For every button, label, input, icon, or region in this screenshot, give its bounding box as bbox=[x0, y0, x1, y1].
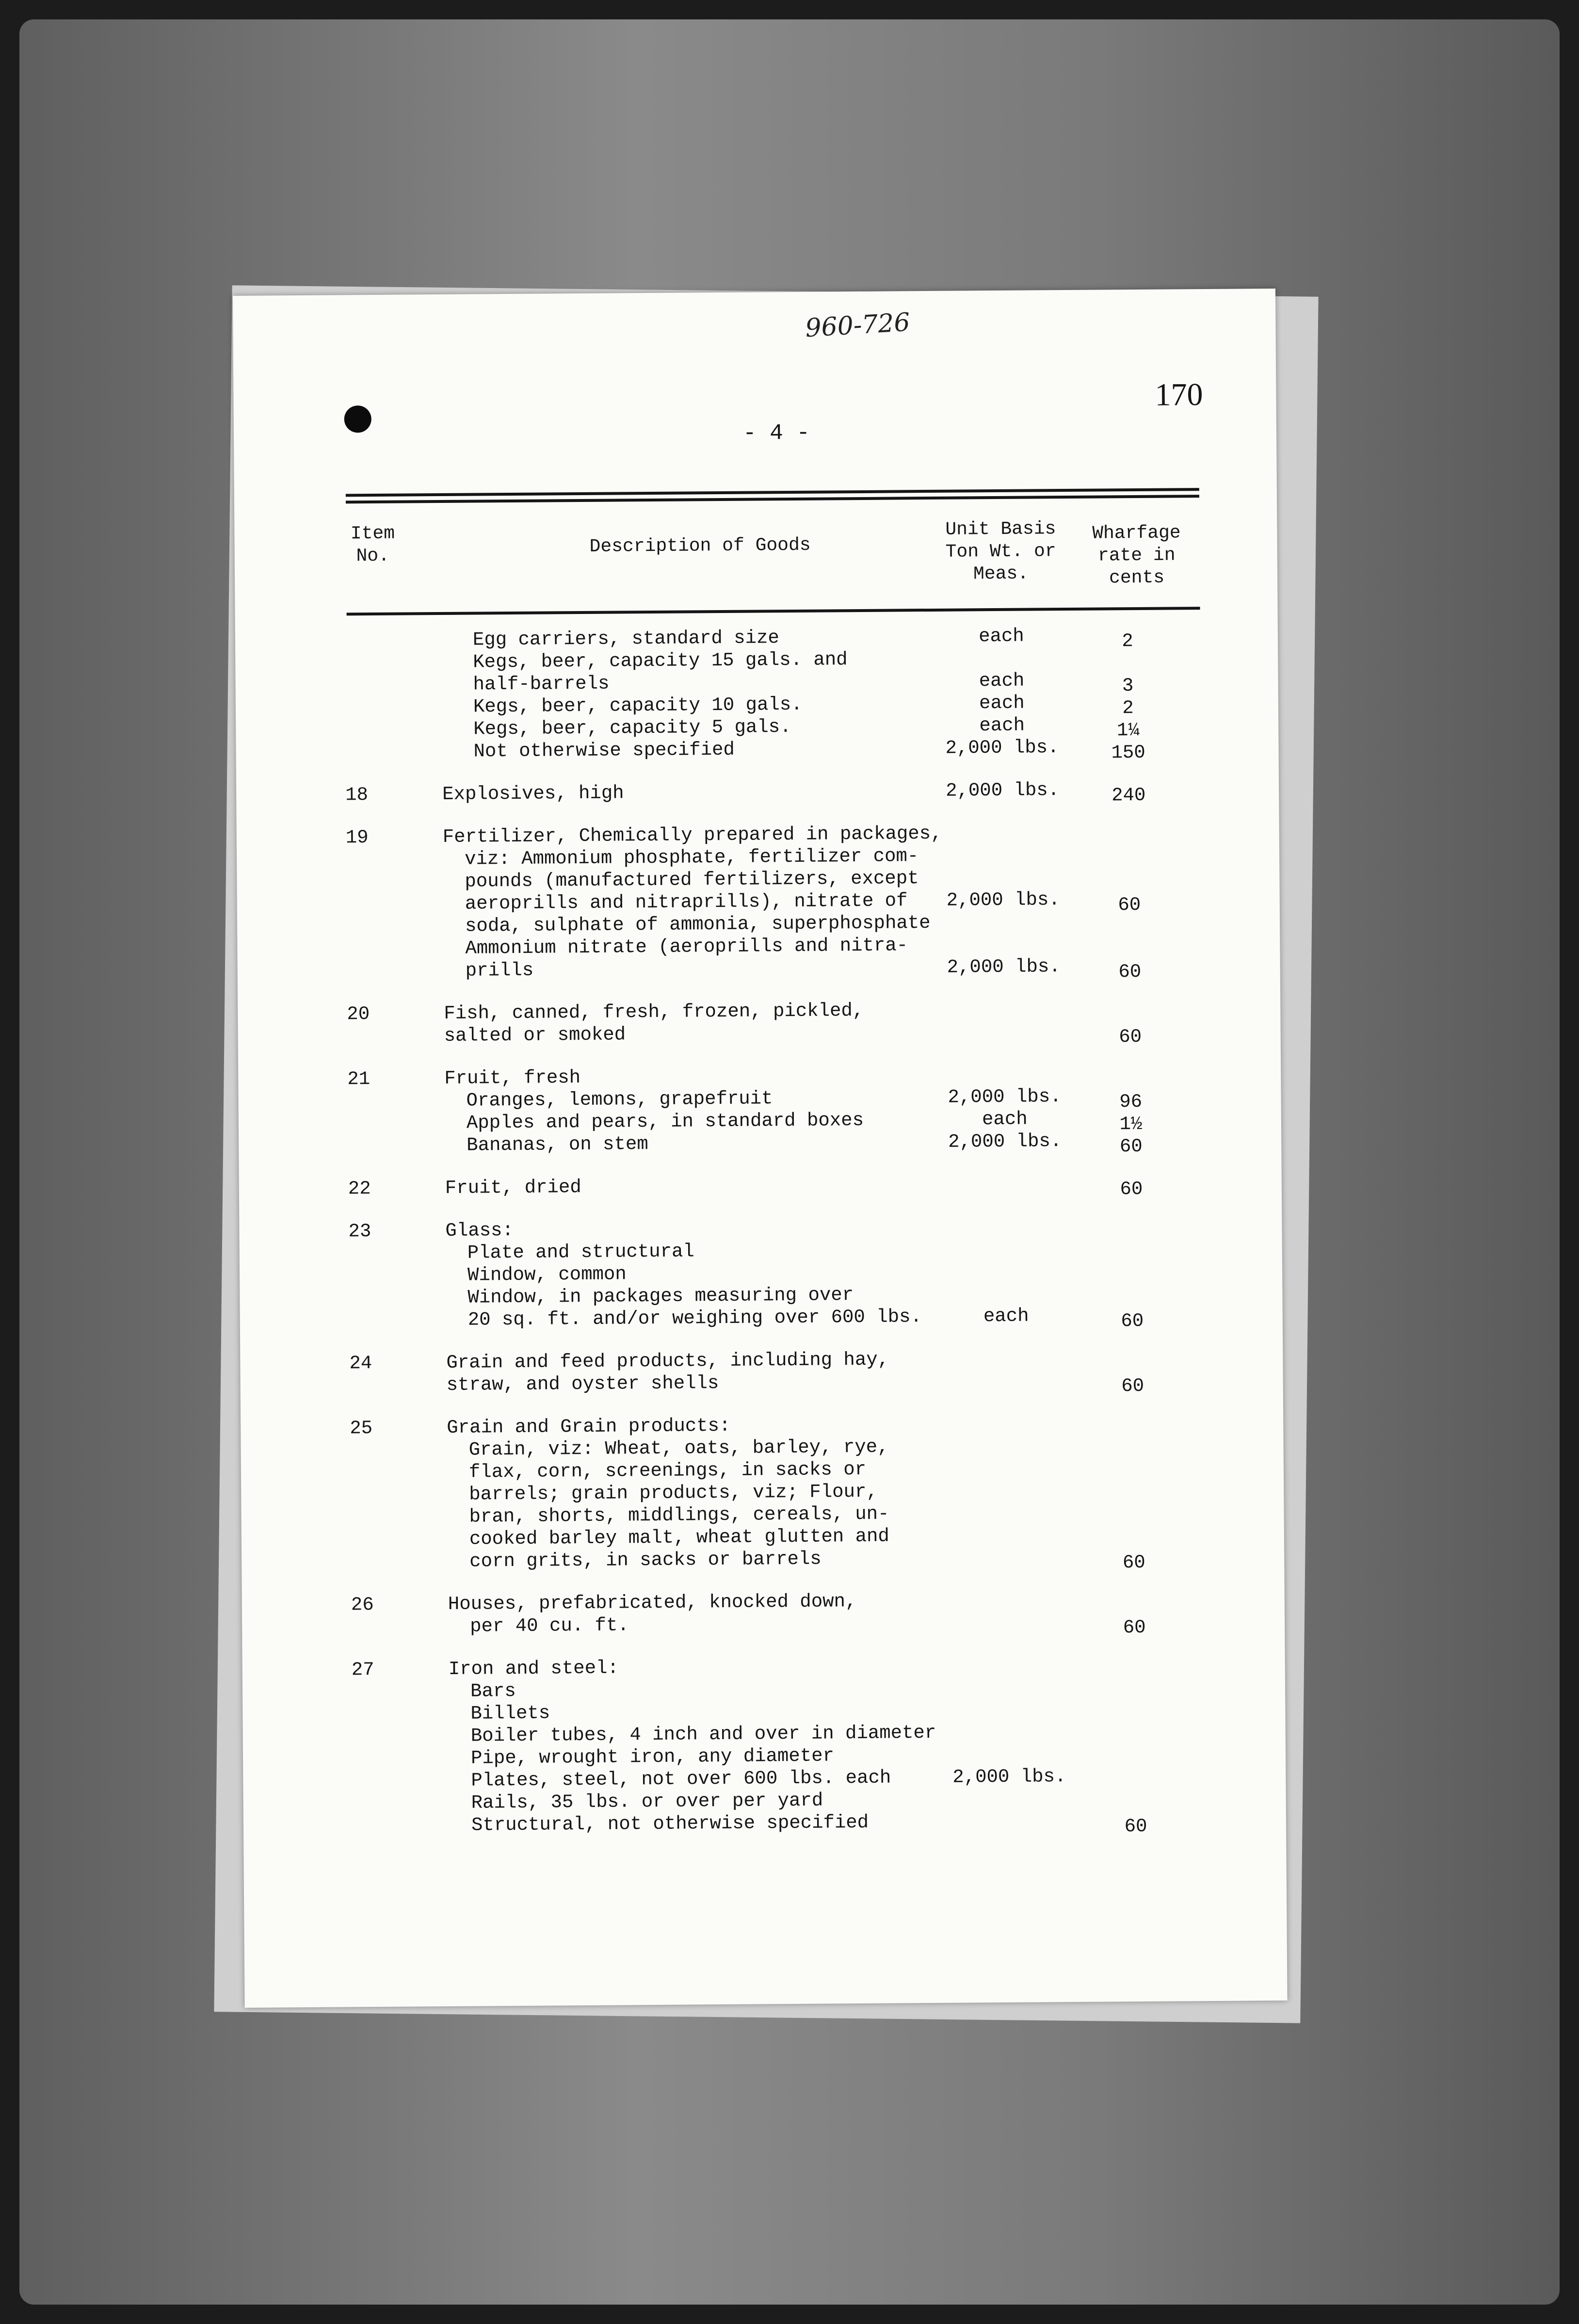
goods-description: Grain, viz: Wheat, oats, barley, rye, bbox=[468, 1436, 889, 1461]
item-number: 19 bbox=[345, 827, 369, 849]
goods-description: Bars bbox=[470, 1680, 516, 1702]
column-header-item: Item No. bbox=[350, 523, 395, 567]
item-number: 23 bbox=[348, 1221, 371, 1243]
goods-description: Oranges, lemons, grapefruit bbox=[466, 1088, 773, 1112]
goods-description: Fish, canned, fresh, frozen, pickled, bbox=[444, 1000, 864, 1024]
wharfage-rate: 1½ bbox=[1119, 1113, 1143, 1135]
item-number: 25 bbox=[350, 1418, 373, 1439]
wharfage-rate: 96 bbox=[1119, 1091, 1143, 1113]
wharfage-rate: 60 bbox=[1122, 1551, 1145, 1574]
goods-description: Kegs, beer, capacity 15 gals. and bbox=[473, 649, 848, 673]
goods-description: half-barrels bbox=[473, 673, 610, 695]
wharfage-rate: 3 bbox=[1122, 675, 1134, 697]
goods-description: pounds (manufactured fertilizers, except bbox=[465, 868, 919, 892]
goods-description: bran, shorts, middlings, cereals, un- bbox=[469, 1503, 889, 1528]
goods-description: Billets bbox=[470, 1702, 550, 1725]
goods-description: Kegs, beer, capacity 10 gals. bbox=[473, 694, 803, 718]
unit-basis: each bbox=[978, 625, 1024, 647]
header-bottom-rule bbox=[347, 607, 1200, 615]
goods-description: Houses, prefabricated, knocked down, bbox=[448, 1591, 857, 1615]
unit-basis: 2,000 lbs. bbox=[945, 779, 1060, 802]
column-header-unit: Unit Basis Ton Wt. or Meas. bbox=[945, 518, 1056, 585]
sheet-number: - 4 - bbox=[742, 420, 810, 446]
wharfage-rate: 60 bbox=[1123, 1616, 1146, 1639]
goods-description: Explosives, high bbox=[442, 782, 624, 806]
goods-description: Glass: bbox=[445, 1220, 514, 1242]
column-header-description: Description of Goods bbox=[589, 534, 811, 557]
goods-description: barrels; grain products, viz; Flour, bbox=[469, 1481, 878, 1505]
wharfage-rate: 2 bbox=[1122, 630, 1133, 652]
goods-description: flax, corn, screenings, in sacks or bbox=[468, 1458, 867, 1483]
goods-description: salted or smoked bbox=[444, 1024, 626, 1047]
goods-description: Ammonium nitrate (aeroprills and nitra- bbox=[465, 935, 908, 959]
unit-basis: each bbox=[979, 714, 1025, 737]
goods-description: Apples and pears, in standard boxes bbox=[466, 1109, 864, 1134]
wharfage-rate: 60 bbox=[1121, 1375, 1144, 1397]
unit-basis: each bbox=[979, 692, 1025, 714]
goods-description: Pipe, wrought iron, any diameter bbox=[470, 1745, 835, 1769]
goods-description: Grain and Grain products: bbox=[447, 1415, 731, 1438]
goods-description: prills bbox=[465, 959, 534, 982]
item-number: 18 bbox=[345, 784, 369, 806]
goods-description: Not otherwise specified bbox=[473, 739, 735, 762]
goods-description: straw, and oyster shells bbox=[446, 1372, 719, 1396]
wharfage-rate: 60 bbox=[1119, 1135, 1143, 1158]
wharfage-rate: 60 bbox=[1120, 1178, 1143, 1200]
wharfage-rate: 1¼ bbox=[1116, 719, 1140, 742]
unit-basis: 2,000 lbs. bbox=[945, 737, 1059, 759]
item-number: 24 bbox=[349, 1353, 372, 1374]
goods-description: corn grits, in sacks or barrels bbox=[469, 1548, 822, 1572]
header-top-rule bbox=[346, 488, 1199, 503]
goods-description: Fertilizer, Chemically prepared in packages, bbox=[442, 823, 942, 848]
goods-description: Egg carriers, standard size bbox=[472, 627, 780, 651]
goods-description: Fruit, fresh bbox=[444, 1067, 581, 1089]
goods-description: Window, in packages measuring over bbox=[467, 1284, 854, 1308]
goods-description: Bananas, on stem bbox=[467, 1133, 648, 1156]
goods-description: Plate and structural bbox=[467, 1241, 695, 1264]
goods-description: viz: Ammonium phosphate, fertilizer com- bbox=[464, 845, 919, 870]
item-number: 20 bbox=[347, 1003, 370, 1025]
wharfage-rate: 60 bbox=[1119, 1026, 1142, 1048]
wharfage-rate: 150 bbox=[1111, 742, 1145, 764]
goods-description: Kegs, beer, capacity 5 gals. bbox=[473, 716, 791, 740]
unit-basis: each bbox=[979, 670, 1025, 692]
goods-description: Iron and steel: bbox=[448, 1657, 619, 1680]
goods-description: Fruit, dried bbox=[445, 1177, 581, 1199]
item-number: 27 bbox=[351, 1659, 374, 1681]
wharfage-rate: 60 bbox=[1121, 1310, 1144, 1332]
goods-description: cooked barley malt, wheat glutten and bbox=[469, 1525, 889, 1550]
goods-description: Grain and feed products, including hay, bbox=[446, 1349, 889, 1373]
item-number: 21 bbox=[347, 1068, 371, 1090]
goods-description: Window, common bbox=[467, 1263, 627, 1286]
page-number: 170 bbox=[1155, 377, 1203, 413]
goods-description: Boiler tubes, 4 inch and over in diameter bbox=[470, 1722, 936, 1747]
goods-description: per 40 cu. ft. bbox=[470, 1614, 629, 1637]
goods-description: 20 sq. ft. and/or weighing over 600 lbs. bbox=[467, 1306, 922, 1331]
punch-hole bbox=[344, 405, 371, 433]
unit-basis: 2,000 lbs. bbox=[952, 1766, 1066, 1788]
wharfage-rate: 2 bbox=[1122, 697, 1134, 719]
goods-description: Structural, not otherwise specified bbox=[471, 1811, 869, 1836]
goods-description: Plates, steel, not over 600 lbs. each bbox=[471, 1767, 891, 1791]
wharfage-rate: 60 bbox=[1118, 961, 1142, 983]
wharfage-rate: 240 bbox=[1111, 784, 1146, 807]
unit-basis: 2,000 lbs. bbox=[948, 1130, 1062, 1153]
item-number: 22 bbox=[348, 1178, 371, 1200]
goods-description: Rails, 35 lbs. or over per yard bbox=[471, 1790, 823, 1814]
item-number: 26 bbox=[351, 1594, 374, 1616]
handwritten-reference: 960-726 bbox=[804, 307, 911, 343]
wharfage-rate: 60 bbox=[1124, 1815, 1147, 1838]
goods-description: aeroprills and nitraprills), nitrate of bbox=[465, 890, 908, 915]
column-header-rate: Wharfage rate in cents bbox=[1092, 522, 1181, 589]
unit-basis: 2,000 lbs. bbox=[947, 956, 1061, 978]
document-page bbox=[233, 289, 1288, 2008]
unit-basis: each bbox=[983, 1305, 1029, 1327]
unit-basis: each bbox=[982, 1108, 1028, 1130]
unit-basis: 2,000 lbs. bbox=[948, 1086, 1062, 1108]
wharfage-rate: 60 bbox=[1118, 894, 1141, 916]
unit-basis: 2,000 lbs. bbox=[946, 889, 1060, 911]
goods-description: soda, sulphate of ammonia, superphosphate bbox=[465, 912, 931, 937]
